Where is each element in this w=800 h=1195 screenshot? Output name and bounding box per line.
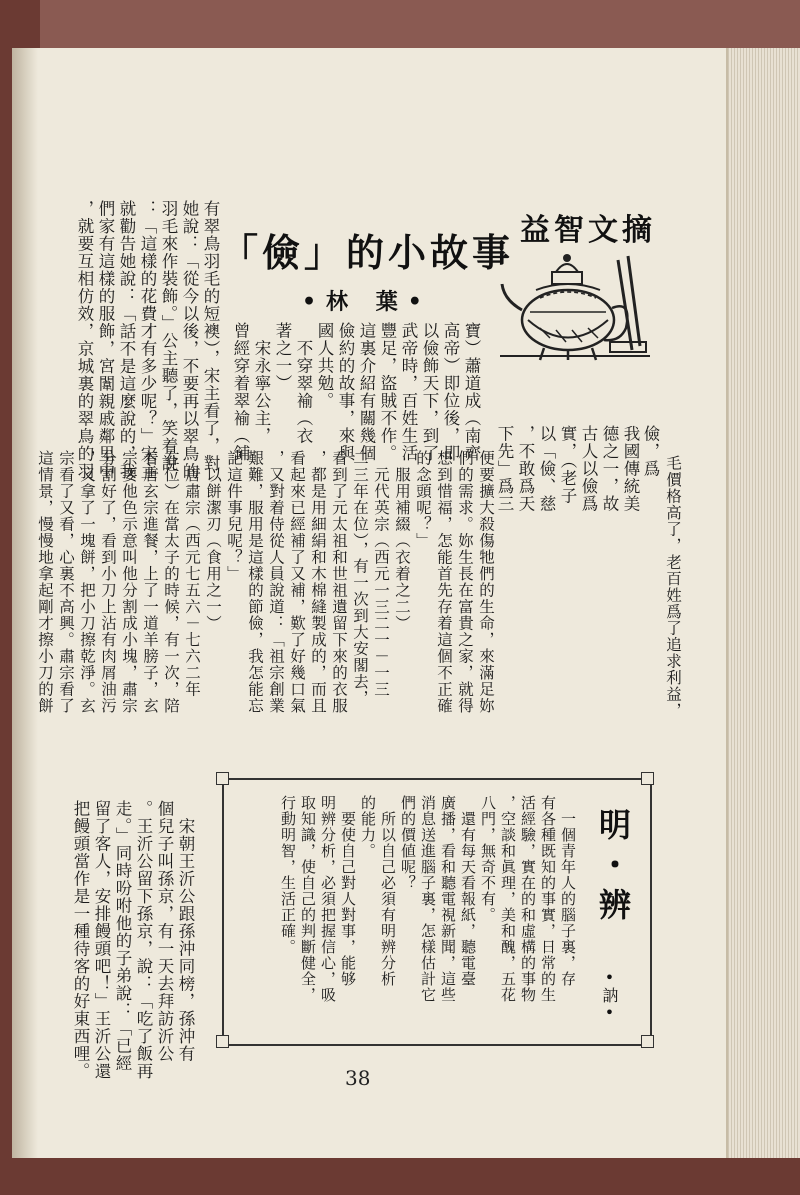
text-column: 的念頭呢？」 — [414, 450, 432, 549]
text-column: 以「儉、慈 — [537, 425, 556, 513]
box-text-column: 活經驗，實在的和虛構的事物 — [519, 795, 537, 1003]
text-column: 想到惜福，怎能首先存着這個不正確 — [435, 450, 453, 714]
text-column: 。王沂公留下孫京，說：「吃了飯再 — [134, 800, 153, 1080]
text-column: 不穿翠褕（衣 — [294, 322, 313, 445]
box-text-column: 取知識，使自己的判斷健全， — [299, 795, 317, 1003]
text-column: 便要擴大殺傷牠們的生命，來滿足妳 — [477, 450, 495, 714]
text-column: 寶）蕭道成（南齊 — [462, 322, 481, 462]
box-text-column: 廣播，看和聽電視新聞，這些 — [439, 795, 457, 1003]
page-number: 38 — [345, 1066, 371, 1090]
box-text-column: 消息送進腦子裏，怎樣估計它 — [419, 795, 437, 1003]
text-column: 元代英宗（西元一三二一－一三 — [372, 450, 390, 698]
box-corner — [641, 772, 654, 785]
text-column: ，不敢爲天 — [516, 425, 535, 513]
article-author: •林 葉• — [302, 289, 432, 315]
box-text-column: 明辨分析，必須把握信心，吸 — [319, 795, 337, 1003]
text-column: ，又拿了一塊餅，把小刀擦乾淨。玄 — [78, 450, 96, 714]
text-column: 古人以儉爲 — [579, 425, 598, 513]
text-column: 看到了元太祖和世祖遺留下來的衣服 — [330, 450, 348, 714]
text-column: 武帝時，百姓生活 — [399, 322, 418, 462]
text-column: 着唐玄宗進餐，上了一道羊膀子，玄 — [141, 450, 159, 714]
text-column: 她說：「從今以後，不要再以翠鳥的 — [180, 200, 199, 480]
text-column: 我國傳統美 — [621, 425, 640, 513]
box-text-column: 所以自己必須有明辨分析 — [379, 795, 397, 987]
box-text-column: 一個青年人的腦子裏，存 — [559, 795, 577, 987]
text-column: 記這件事兒呢？」 — [225, 450, 243, 582]
text-column: 有翠鳥羽毛的短襖），宋主看了，對 — [201, 200, 220, 472]
box-title: 明・辨 — [594, 808, 632, 928]
text-column: 把饅頭當作是一種待客的好東西哩。 — [71, 800, 90, 1080]
series-title: 益智文摘 — [520, 213, 656, 248]
text-column: 儉約的故事，來與 — [336, 322, 355, 462]
text-column: 實，（老子 — [558, 425, 577, 505]
text-column: 宋永寧公主， — [252, 322, 271, 445]
text-column: 走。」同時吩咐他的子弟說：「已經 — [113, 800, 132, 1072]
text-column: 艱難，服用是這樣的節儉，我怎能忘 — [246, 450, 264, 714]
text-column: 分割好了，看到小刀上沾有肉屑油污 — [99, 450, 117, 714]
text-column: 就勸告她說：「話不是這麼說的，我 — [117, 200, 136, 480]
text-column: 豐足，盜賊不作。 — [378, 322, 397, 462]
text-column: ，都是用細絹和木棉縫製成的，而且 — [309, 450, 327, 714]
text-column: 二三年在位），有一次到大安閣去， — [351, 450, 369, 707]
text-column: 毛價格高了，老百姓爲了追求利益， — [664, 455, 682, 719]
box-text-column: 要使自己對人對事，能够 — [339, 795, 357, 987]
book-cover-top — [40, 0, 800, 48]
text-column: 們的需求。妳生長在富貴之家，就得 — [456, 450, 474, 714]
text-column: 在位）在當太子的時候，有一次，陪 — [162, 450, 180, 714]
text-column: ，就要互相仿效，京城裏的翠鳥的羽 — [75, 200, 94, 480]
box-text-column: 八門，無奇不有。 — [479, 795, 497, 923]
teapot-illustration — [500, 250, 650, 362]
article-title: 「儉」的小故事 — [220, 230, 515, 275]
text-column: 服用補綴（衣着之二） — [393, 450, 411, 632]
text-column: 國人共勉。 — [315, 322, 334, 410]
box-corner — [216, 1035, 229, 1048]
text-column: 個兒子叫孫京，有一天去拜訪沂公 — [155, 800, 174, 1063]
text-column: 儉，爲 — [641, 425, 660, 478]
text-column: 們家有這樣的服飾，宮闈親戚鄰里中 — [96, 200, 115, 480]
text-column: 著之一） — [273, 322, 292, 392]
text-column: 羽毛來作裝飾。」公主聽了，笑着說 — [159, 200, 178, 472]
text-column: 高帝）即位後，即 — [441, 322, 460, 462]
page-edges — [725, 48, 800, 1158]
text-column: 德之一，故 — [600, 425, 619, 513]
box-author: •訥• — [600, 968, 619, 1022]
text-column: 這裏介紹有關幾個 — [357, 322, 376, 462]
text-column: 以儉飾天下，到了 — [420, 322, 439, 462]
text-column: ，又對着侍從人員說道：「祖宗創業 — [267, 450, 285, 714]
box-text-column: ，空談和眞理，美和醜，五花 — [499, 795, 517, 1003]
box-text-column: 有各種既知的事實，日常的生 — [539, 795, 557, 1003]
box-text-column: 的能力。 — [359, 795, 377, 859]
text-column: 留了客人，安排饅頭吧！」王沂公還 — [92, 800, 111, 1080]
box-text-column: 行動明智，生活正確。 — [279, 795, 297, 955]
text-column: 宋朝王沂公跟孫沖同榜，孫沖有 — [176, 800, 195, 1063]
text-column: 唐肅宗（西元七五六－七六二年 — [183, 450, 201, 698]
box-text-column: 還有每天看報紙，聽電臺 — [459, 795, 477, 987]
text-column: 這情景，慢慢地拿起剛才擦小刀的餅 — [36, 450, 54, 714]
text-column: 下先」爲三 — [495, 425, 514, 513]
box-corner — [216, 772, 229, 785]
box-text-column: 們的價値呢？ — [399, 795, 417, 891]
box-corner — [641, 1035, 654, 1048]
text-column: 曾經穿着翠褕（鋪 — [231, 322, 250, 462]
text-column: 宗要他色示意叫他分割成小塊，肅宗 — [120, 450, 138, 714]
text-column: 看起來已經補了又補，歎了好幾口氣 — [288, 450, 306, 714]
text-column: ：「這樣的花費才有多少呢？」宋主 — [138, 200, 157, 480]
text-column: 以餅潔刃（食用之一） — [204, 450, 222, 632]
text-column: 宗看了又看，心裏不高興。肅宗看了 — [57, 450, 75, 714]
